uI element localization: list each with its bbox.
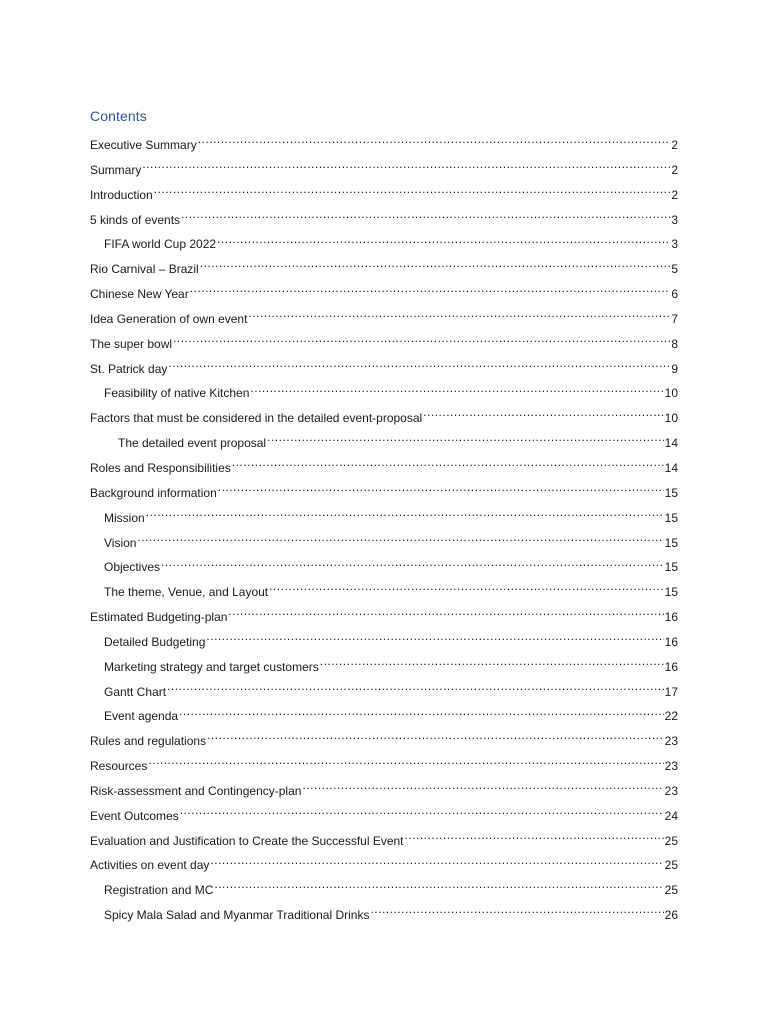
dot-leader [180, 806, 664, 820]
toc-page-number: 23 [664, 759, 678, 774]
toc-page-number: 16 [664, 659, 678, 674]
dot-leader [267, 433, 664, 447]
dot-leader [161, 557, 664, 571]
toc-page-number: 3 [671, 237, 678, 252]
toc-entry-title: Activities on event day [90, 858, 210, 873]
toc-page-number: 2 [671, 162, 678, 177]
toc-page-number: 5 [671, 262, 678, 277]
toc-page-number: 10 [664, 411, 678, 426]
table-of-contents [90, 133, 678, 928]
toc-page-number: 2 [671, 138, 678, 152]
toc-entry-title: Risk-assessment and Contingency-plan [90, 783, 302, 798]
dot-leader [214, 880, 663, 894]
toc-entry[interactable] [90, 456, 678, 481]
toc-page-number: 14 [664, 460, 678, 475]
dot-leader [302, 781, 663, 795]
dot-leader [423, 408, 663, 422]
toc-entry[interactable] [90, 307, 678, 332]
toc-entry-title: Summary [90, 162, 142, 177]
toc-entry-title: Mission [104, 510, 145, 525]
toc-entry-title: Introduction [90, 187, 153, 202]
toc-entry[interactable] [90, 779, 678, 804]
toc-entry-title: Evaluation and Justification to Create the Successful Event [90, 833, 404, 848]
toc-entry-title: Rio Carnival – Brazil [90, 262, 199, 277]
toc-entry[interactable] [90, 903, 678, 928]
dot-leader [146, 508, 664, 522]
toc-entry-title: Event Outcomes [90, 808, 179, 823]
toc-entry-title: Background information [90, 485, 217, 500]
toc-entry-title: Estimated Budgeting-plan [90, 610, 228, 625]
toc-entry-title: Marketing strategy and target customers [104, 659, 319, 674]
toc-entry-title: Feasibility of native Kitchen [104, 386, 250, 401]
toc-page-number: 2 [671, 187, 678, 202]
toc-page-number: 15 [664, 535, 678, 550]
toc-page-number: 7 [671, 311, 678, 326]
toc-entry[interactable] [90, 282, 678, 307]
toc-page-number: 15 [664, 510, 678, 525]
toc-entry[interactable] [90, 729, 678, 754]
toc-entry-title: Chinese New Year [90, 287, 189, 302]
toc-page-number: 25 [664, 883, 678, 898]
toc-page-number: 25 [664, 858, 678, 873]
toc-entry[interactable] [90, 580, 678, 605]
toc-page-number: 23 [664, 783, 678, 798]
toc-entry[interactable] [90, 257, 678, 282]
dot-leader [190, 284, 671, 298]
toc-page-number: 25 [664, 833, 678, 848]
toc-entry[interactable] [90, 232, 678, 257]
toc-entry[interactable] [90, 357, 678, 382]
toc-page-number: 10 [664, 386, 678, 401]
toc-entry[interactable] [90, 630, 678, 655]
dot-leader [142, 160, 670, 174]
toc-page-number: 17 [664, 684, 678, 699]
toc-entry[interactable] [90, 804, 678, 829]
dot-leader [228, 607, 663, 621]
toc-entry[interactable] [90, 829, 678, 854]
toc-page-number: 26 [664, 908, 678, 923]
toc-entry[interactable] [90, 332, 678, 357]
toc-entry[interactable] [90, 431, 678, 456]
dot-leader [154, 185, 671, 199]
dot-leader [248, 309, 670, 323]
dot-leader [320, 657, 664, 671]
toc-entry-title: Roles and Responsibilities [90, 460, 231, 475]
toc-entry[interactable] [90, 506, 678, 531]
toc-entry-title: The theme, Venue, and Layout [104, 585, 269, 600]
dot-leader [210, 855, 663, 869]
toc-page-number: 23 [664, 734, 678, 749]
toc-entry-title: Rules and regulations [90, 734, 207, 749]
toc-entry-title: Vision [104, 535, 137, 550]
toc-entry-title: Detailed Budgeting [104, 634, 206, 649]
toc-entry[interactable] [90, 754, 678, 779]
toc-page-number: 6 [671, 287, 678, 302]
toc-entry-title: 5 kinds of events [90, 212, 181, 227]
toc-page-number: 16 [664, 634, 678, 649]
dot-leader [217, 234, 670, 248]
toc-page-number: 22 [664, 709, 678, 724]
toc-page-number: 3 [671, 212, 678, 227]
dot-leader [200, 259, 671, 273]
toc-page-number: 15 [664, 560, 678, 575]
toc-entry[interactable] [90, 133, 678, 158]
toc-page-number: 8 [671, 336, 678, 351]
toc-entry-title: Idea Generation of own event [90, 311, 248, 326]
toc-page-number: 9 [671, 361, 678, 376]
toc-page-number: 24 [664, 808, 678, 823]
toc-entry[interactable] [90, 605, 678, 630]
toc-entry-title: Resources [90, 759, 148, 774]
dot-leader [405, 831, 664, 845]
dot-leader [179, 706, 664, 720]
toc-entry[interactable] [90, 381, 678, 406]
dot-leader [232, 458, 664, 472]
toc-entry[interactable] [90, 878, 678, 903]
toc-entry-title: Executive Summary [90, 138, 197, 152]
toc-entry-title: Registration and MC [104, 883, 214, 898]
toc-entry-title: The detailed event proposal [118, 436, 267, 451]
dot-leader [148, 756, 663, 770]
toc-entry[interactable] [90, 555, 678, 580]
toc-page-number: 14 [664, 436, 678, 451]
toc-entry-title: The super bowl [90, 336, 173, 351]
dot-leader [198, 135, 671, 149]
toc-entry[interactable] [90, 853, 678, 878]
toc-entry[interactable] [90, 158, 678, 183]
toc-entry[interactable] [90, 208, 678, 233]
toc-entry-title: Factors that must be considered in the detailed event-proposal [90, 411, 423, 426]
toc-entry[interactable] [90, 655, 678, 680]
toc-entry[interactable] [90, 680, 678, 705]
dot-leader [370, 905, 663, 919]
toc-title: Contents [90, 108, 147, 124]
toc-entry-title: Event agenda [104, 709, 179, 724]
toc-entry-title: FIFA world Cup 2022 [104, 237, 217, 252]
toc-entry-title: St. Patrick day [90, 361, 168, 376]
dot-leader [218, 483, 664, 497]
toc-entry[interactable] [90, 531, 678, 556]
dot-leader [269, 582, 664, 596]
toc-page-number: 15 [664, 485, 678, 500]
toc-entry[interactable] [90, 183, 678, 208]
dot-leader [137, 533, 663, 547]
toc-page-number: 15 [664, 585, 678, 600]
toc-entry[interactable] [90, 406, 678, 431]
dot-leader [168, 359, 670, 373]
toc-page-number: 16 [664, 610, 678, 625]
dot-leader [250, 383, 663, 397]
toc-entry-title: Objectives [104, 560, 161, 575]
dot-leader [206, 632, 663, 646]
toc-entry[interactable] [90, 481, 678, 506]
dot-leader [181, 210, 670, 224]
dot-leader [207, 731, 664, 745]
toc-entry[interactable] [90, 704, 678, 729]
toc-entry-title: Spicy Mala Salad and Myanmar Traditional Drinks [104, 908, 370, 923]
dot-leader [173, 334, 670, 348]
dot-leader [167, 682, 664, 696]
toc-entry-title: Gantt Chart [104, 684, 167, 699]
